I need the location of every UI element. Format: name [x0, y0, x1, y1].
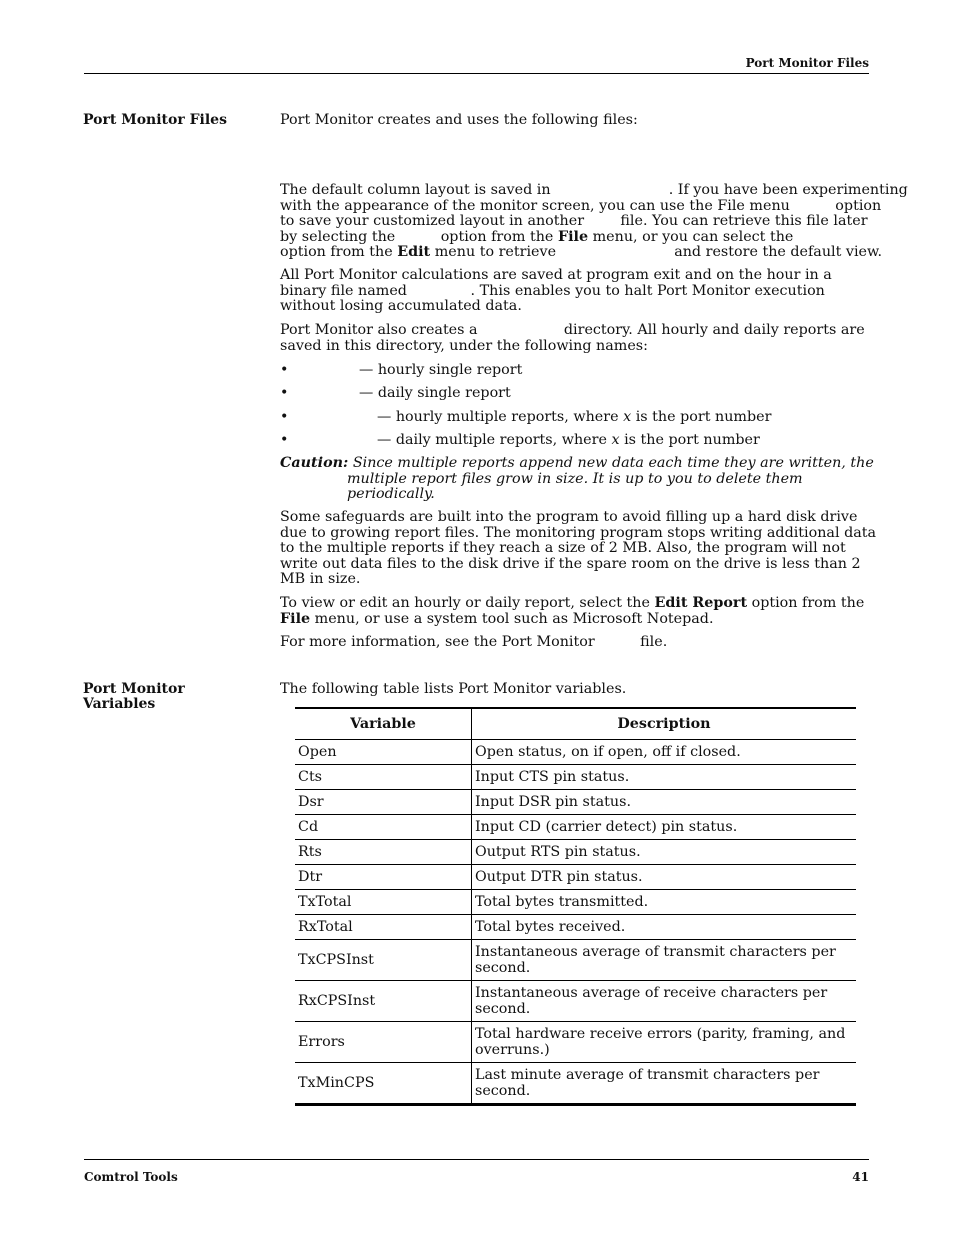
cell-description-line-1: Instantaneous average of receive characters per — [475, 985, 828, 1001]
p4-line-5: MB in size. — [280, 571, 361, 588]
p1-line-5b: menu to retrieve and restore the default view. — [430, 244, 883, 261]
edit-menu-word: Edit — [397, 244, 431, 261]
header-rule — [84, 73, 869, 74]
cell-variable: Cts — [295, 765, 472, 790]
bullet-text: — hourly single report — [359, 362, 523, 378]
heading-line-2: Variables — [83, 696, 156, 712]
p1-line-4b: menu, or you can select the — [588, 228, 794, 245]
page-number: 41 — [852, 1170, 869, 1184]
p5-text-c: option from the — [747, 595, 865, 611]
p3-line-1: Port Monitor also creates a directory. All hourly and daily reports are — [280, 322, 865, 338]
section2-intro: The following table lists Port Monitor variables. — [280, 681, 627, 697]
p5-text-a: To view or edit an hourly or daily report, select the — [280, 595, 655, 611]
file-menu-word: File — [557, 228, 589, 245]
bullet-text — [377, 432, 760, 448]
table-row — [295, 840, 856, 865]
cell-description: Total bytes received. — [472, 915, 857, 940]
file-menu-word-2: File — [280, 610, 311, 627]
cell-description: Output RTS pin status. — [472, 840, 857, 865]
cell-variable: TxTotal — [295, 890, 472, 915]
table-row — [295, 940, 856, 981]
table-row — [295, 790, 856, 815]
footer-rule — [84, 1159, 869, 1160]
paragraph-reports-directory — [280, 323, 872, 354]
paragraph-more-info: For more information, see the Port Monitor file. — [280, 634, 668, 650]
p1-line-4a: by selecting the option from the — [280, 228, 558, 245]
table-row — [295, 890, 856, 915]
p5-line-2 — [280, 612, 872, 628]
p1-line-4 — [280, 230, 872, 246]
cell-description: Output DTR pin status. — [472, 865, 857, 890]
heading-line-1: Port Monitor — [83, 681, 185, 697]
paragraph-safeguards — [280, 509, 877, 588]
p5-text-e: menu, or use a system tool such as Microsoft Notepad. — [310, 610, 714, 627]
cell-variable: TxCPSInst — [295, 940, 472, 981]
variables-table — [295, 707, 856, 1106]
cell-variable: Cd — [295, 815, 472, 840]
cell-description — [472, 981, 857, 1022]
p5-line-1 — [280, 596, 872, 612]
section-heading-port-monitor-variables — [83, 682, 258, 712]
bullet-text-tail: is the port number — [619, 432, 760, 448]
cell-variable: RxTotal — [295, 915, 472, 940]
bullet-icon: • — [280, 362, 289, 378]
p3-line-2: saved in this directory, under the following names: — [280, 337, 648, 354]
cell-description: Input CD (carrier detect) pin status. — [472, 815, 857, 840]
p2-line-3: without losing accumulated data. — [280, 298, 522, 315]
section1-intro: Port Monitor creates and uses the following files: — [280, 112, 638, 128]
cell-description-line-2: second. — [475, 1001, 531, 1017]
table-row — [295, 815, 856, 840]
p4-line-1: Some safeguards are built into the program to avoid filling up a hard disk drive — [280, 509, 858, 525]
cell-description: Input DSR pin status. — [472, 790, 857, 815]
p1-line-3: to save your customized layout in another file. You can retrieve this file later — [280, 213, 868, 230]
column-header-variable: Variable — [295, 708, 472, 740]
table-row — [295, 1063, 856, 1105]
caution-line-1 — [280, 455, 874, 472]
cell-variable: Errors — [295, 1022, 472, 1063]
table-row — [295, 740, 856, 765]
cell-description — [472, 940, 857, 981]
table-row — [295, 865, 856, 890]
cell-variable: TxMinCPS — [295, 1063, 472, 1105]
bullet-text: — daily single report — [359, 385, 511, 401]
bullet-icon: • — [280, 385, 289, 401]
cell-description: Open status, on if open, off if closed. — [472, 740, 857, 765]
table-row — [295, 765, 856, 790]
bullet-text-main: — daily multiple reports, where — [377, 432, 612, 448]
caution-note — [280, 455, 874, 503]
caution-label: Caution: — [280, 455, 349, 471]
p2-line-1: All Port Monitor calculations are saved at program exit and on the hour in a — [280, 267, 832, 283]
cell-variable: Dsr — [295, 790, 472, 815]
p1-line-2: with the appearance of the monitor screen, you can use the File menu option — [280, 197, 882, 214]
bullet-icon: • — [280, 409, 289, 425]
paragraph-edit-report — [280, 596, 872, 627]
table-row — [295, 981, 856, 1022]
cell-variable: RxCPSInst — [295, 981, 472, 1022]
cell-description: Total bytes transmitted. — [472, 890, 857, 915]
bullet-variable: x — [611, 432, 620, 448]
bullet-variable: x — [623, 409, 632, 425]
cell-description-line-2: overruns.) — [475, 1042, 550, 1058]
p4-line-4: write out data files to the disk drive if the spare room on the drive is less than 2 — [280, 555, 861, 572]
caution-line-2: multiple report files grow in size. It is up to you to delete them — [347, 470, 803, 487]
cell-description — [472, 1063, 857, 1105]
paragraph-calculations-saved — [280, 268, 872, 315]
table-row — [295, 915, 856, 940]
caution-text-1: Since multiple reports append new data each time they are written, the — [348, 455, 874, 471]
p1-line-1: The default column layout is saved in . If you have been experimenting — [280, 182, 908, 198]
p1-line-5 — [280, 244, 883, 261]
p1-line-5a: option from the — [280, 244, 398, 261]
caution-line-3: periodically. — [347, 486, 435, 503]
cell-variable: Open — [295, 740, 472, 765]
bullet-text-tail: is the port number — [631, 409, 772, 425]
cell-description-line-2: second. — [475, 960, 531, 976]
table-header-row — [295, 708, 856, 740]
cell-description: Input CTS pin status. — [472, 765, 857, 790]
cell-description — [472, 1022, 857, 1063]
footer-book-title: Comtrol Tools — [84, 1170, 178, 1184]
cell-description-line-2: second. — [475, 1083, 531, 1099]
section-heading-port-monitor-files: Port Monitor Files — [83, 112, 227, 128]
table-row — [295, 1022, 856, 1063]
cell-description-line-1: Total hardware receive errors (parity, framing, and — [475, 1026, 846, 1042]
bullet-icon: • — [280, 432, 289, 448]
running-header-title: Port Monitor Files — [745, 56, 869, 70]
cell-description-line-1: Last minute average of transmit characters per — [475, 1067, 820, 1083]
bullet-text-main: — hourly multiple reports, where — [377, 409, 624, 425]
cell-variable: Dtr — [295, 865, 472, 890]
column-header-description: Description — [472, 708, 857, 740]
cell-variable: Rts — [295, 840, 472, 865]
bullet-text — [377, 409, 771, 425]
paragraph-default-layout — [280, 182, 908, 261]
edit-report-word: Edit Report — [654, 595, 748, 611]
p4-line-2: due to growing report files. The monitoring program stops writing additional data — [280, 524, 877, 541]
p4-line-3: to the multiple reports if they reach a size of 2 MB. Also, the program will not — [280, 540, 846, 557]
p2-line-2: binary file named . This enables you to halt Port Monitor execution — [280, 282, 825, 299]
cell-description-line-1: Instantaneous average of transmit characters per — [475, 944, 836, 960]
